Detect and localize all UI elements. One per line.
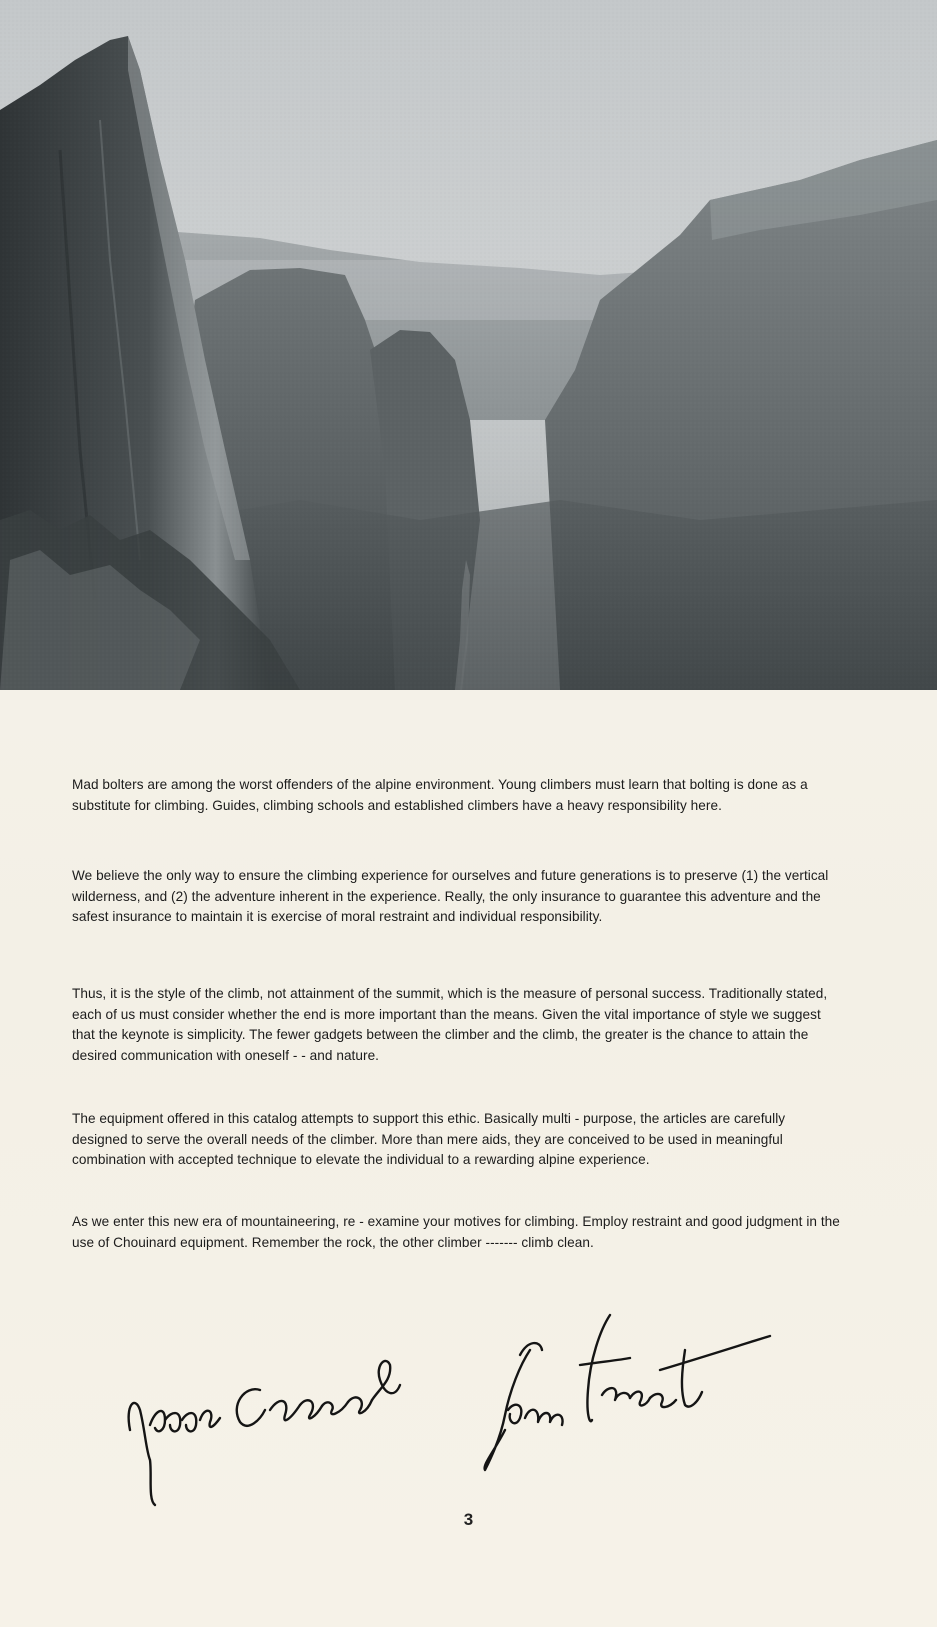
paragraph-style-of-climb: Thus, it is the style of the climb, not attainment of the summit, which is the measure of personal success. Traditionally stated, each of us must consider whether the end is more important than the means. Given the vital importance of style we suggest that the keynote is simplicity. The fewer gadgets between the climber and the climb, the greater is the chance to attain the desired communication with oneself - - and nature. [72, 986, 828, 1064]
paragraph-new-era: As we enter this new era of mountaineering, re - examine your motives for climbing. Employ restraint and good judgment in the use of Chouinard equipment. Remember the rock, the other climber ------- climb clean. [72, 1214, 840, 1250]
signatures [110, 1310, 810, 1510]
valley-photo [0, 0, 937, 690]
signature-yvon-chouinard [129, 1361, 400, 1505]
paragraph-climbing-experience: We believe the only way to ensure the climbing experience for ourselves and future generations is to preserve (1) the vertical wilderness, and (2) the adventure inherent in the experience. Really, the only insurance to guarantee this adventure and the safest insurance to maintain it is exercise of moral restraint and individual responsibility. [72, 868, 829, 925]
paragraph-equipment-ethic: The equipment offered in this catalog attempts to support this ethic. Basically multi - purpose, the articles are carefully designed to serve the overall needs of the climber. More than mere aids, they are conceived to be used in meaningful combination with accepted technique to elevate the individual to a rewarding alpine experience. [72, 1111, 786, 1168]
paragraph-mad-bolters: Mad bolters are among the worst offenders of the alpine environment. Young climbers must learn that bolting is done as a substitute for climbing. Guides, climbing schools and established climbers have a heavy responsibility here. [72, 777, 808, 813]
signature-tom-frost [485, 1315, 770, 1470]
valley-photo-image [0, 0, 937, 690]
signature-drawings [110, 1310, 810, 1510]
page-number: 3 [463, 1510, 474, 1529]
